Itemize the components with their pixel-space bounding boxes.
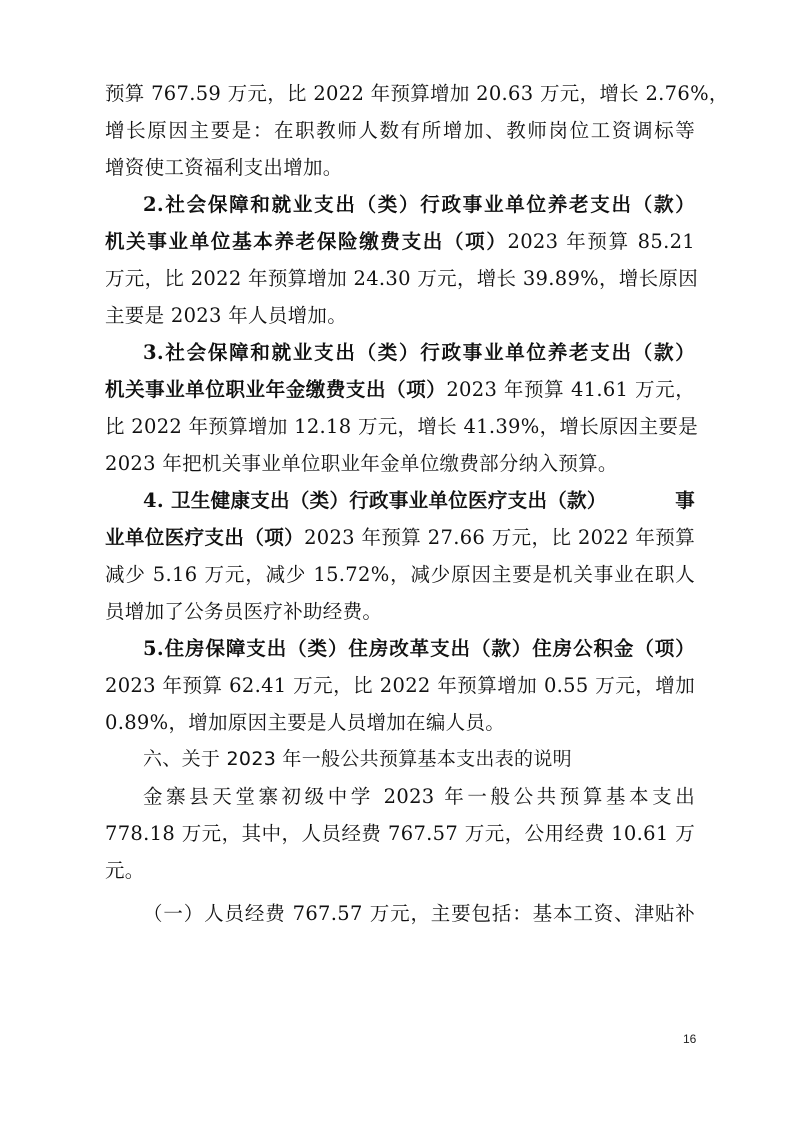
item-3-subtitle: 机关事业单位职业年金缴费支出（项） <box>105 378 447 401</box>
document-body <box>105 75 729 932</box>
item-5-title: 5.住房保障支出（类）住房改革支出（款）住房公积金（项） <box>143 637 695 660</box>
item-4-title-a: 4. 卫生健康支出（类）行政事业单位医疗支出（款） <box>143 489 607 512</box>
text-line: 0.89%，增加原因主要是人员增加在编人员。 <box>105 711 506 734</box>
item-5-paragraph <box>105 630 695 741</box>
text-line: 万元，比 2022 年预算增加 24.30 万元，增长 39.89%，增长原因 <box>105 267 698 290</box>
text-line: 金寨县天堂寨初级中学 2023 年一般公共预算基本支出 <box>143 785 695 808</box>
item-3-title: 3.社会保障和就业支出（类）行政事业单位养老支出（款） <box>143 341 695 364</box>
text-line: 增长原因主要是：在职教师人数有所增加、教师岗位工资调标等 <box>105 119 695 142</box>
text-line: 员增加了公务员医疗补助经费。 <box>105 600 383 623</box>
text-line <box>105 371 695 408</box>
text-line: 增资使工资福利支出增加。 <box>105 156 343 179</box>
item-4-title-b: 事 <box>675 489 695 512</box>
text-line: 减少 5.16 万元，减少 15.72%，减少原因主要是机关事业在职人 <box>105 563 695 586</box>
text-line: 778.18 万元，其中，人员经费 767.57 万元，公用经费 10.61 万 <box>105 822 695 845</box>
item-3-paragraph <box>105 334 698 482</box>
text-line: 比 2022 年预算增加 12.18 万元，增长 41.39%，增长原因主要是 <box>105 415 698 438</box>
text-line: 2023 年把机关事业单位职业年金单位缴费部分纳入预算。 <box>105 452 618 475</box>
item-4-paragraph <box>105 482 695 630</box>
section-6 <box>105 741 695 889</box>
text-line: （一）人员经费 767.57 万元，主要包括：基本工资、津贴补 <box>143 902 695 925</box>
item-4-subtitle: 业单位医疗支出（项） <box>105 526 305 549</box>
item-3-budget: 2023 年预算 41.61 万元， <box>446 378 695 401</box>
section-6-heading: 六、关于 2023 年一般公共预算基本支出表的说明 <box>143 748 572 770</box>
subsection-1 <box>105 895 695 932</box>
item-4-budget: 2023 年预算 27.66 万元，比 2022 年预算 <box>304 526 695 549</box>
text-line: 预算 767.59 万元，比 2022 年预算增加 20.63 万元，增长 2.76%， <box>105 82 729 105</box>
text-line <box>105 519 695 556</box>
item-2-budget: 2023 年预算 85.21 <box>507 230 695 253</box>
item-2-title: 2.社会保障和就业支出（类）行政事业单位养老支出（款） <box>143 193 695 216</box>
item-2-paragraph <box>105 186 698 334</box>
text-line: 2023 年预算 62.41 万元，比 2022 年预算增加 0.55 万元，增加 <box>105 674 695 697</box>
text-line: 主要是 2023 年人员增加。 <box>105 304 348 327</box>
page-number: 16 <box>683 1032 697 1046</box>
item-4-title <box>105 482 695 519</box>
text-line: 元。 <box>105 859 145 882</box>
item-2-subtitle: 机关事业单位基本养老保险缴费支出（项） <box>105 230 508 253</box>
text-line <box>105 223 695 260</box>
paragraph-intro <box>105 75 729 186</box>
